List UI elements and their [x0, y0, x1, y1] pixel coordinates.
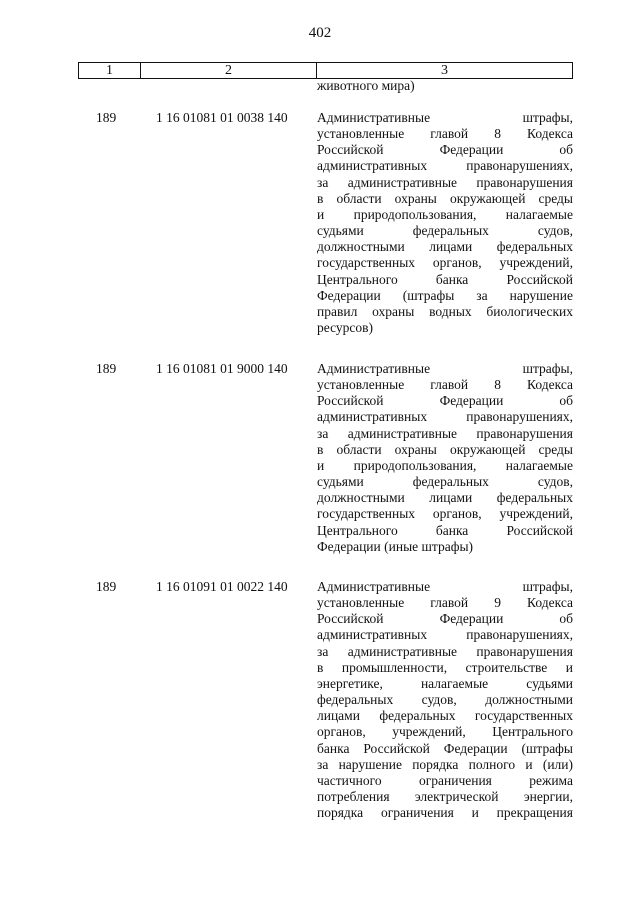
description-line: Российской Федерации об [317, 142, 573, 158]
header-col-1: 1 [79, 63, 141, 78]
description-line: за нарушение порядка полного и (или) [317, 756, 573, 772]
description-line: Российской Федерации об [317, 393, 573, 409]
header-col-3: 3 [441, 63, 448, 78]
kbk-code: 1 16 01081 01 9000 140 [156, 361, 288, 376]
admin-code: 189 [96, 110, 117, 125]
description-line: ресурсов) [317, 320, 374, 336]
description-line: административных правонарушениях, [317, 409, 573, 425]
description-line: государственных органов, учреждений, [317, 506, 573, 522]
page-number: 402 [308, 25, 332, 41]
description-line: в промышленности, строительстве и [317, 659, 573, 675]
row-description [317, 110, 573, 336]
description-line: административных правонарушениях, [317, 158, 573, 174]
kbk-code: 1 16 01091 01 0022 140 [156, 579, 288, 594]
row-description [317, 579, 573, 821]
admin-code: 189 [96, 579, 117, 594]
admin-code: 189 [96, 361, 117, 376]
description-line: Федерации (штрафы за нарушение [317, 287, 573, 303]
description-line: банка Российской Федерации (штрафы [317, 740, 573, 756]
description-line: потребления электрической энергии, [317, 789, 573, 805]
description-line: административных правонарушениях, [317, 627, 573, 643]
description-line: судьями федеральных судов, [317, 474, 573, 490]
description-line: государственных органов, учреждений, [317, 255, 573, 271]
description-line: порядка ограничения и прекращения [317, 805, 573, 821]
continuation-text: животного мира) [317, 78, 415, 93]
table-header [78, 62, 573, 79]
description-line: Центрального банка Российской [317, 271, 573, 287]
description-line: Федерации (иные штрафы) [317, 538, 474, 554]
description-line: Российской Федерации об [317, 611, 573, 627]
description-line: органов, учреждений, Центрального [317, 724, 573, 740]
row-description [317, 361, 573, 555]
description-line: Административные штрафы, [317, 579, 573, 594]
description-line: установленные главой 8 Кодекса [317, 377, 573, 393]
description-line: Административные штрафы, [317, 361, 573, 376]
header-col-2: 2 [141, 63, 317, 78]
description-line: правил охраны водных биологических [317, 303, 573, 319]
description-line: лицами федеральных государственных [317, 708, 573, 724]
description-line: судьями федеральных судов, [317, 223, 573, 239]
description-line: за административные правонарушения [317, 643, 573, 659]
description-line: Центрального банка Российской [317, 522, 573, 538]
description-line: за административные правонарушения [317, 174, 573, 190]
description-line: установленные главой 9 Кодекса [317, 595, 573, 611]
description-line: Административные штрафы, [317, 110, 573, 125]
description-line: должностными лицами федеральных [317, 239, 573, 255]
kbk-code: 1 16 01081 01 0038 140 [156, 110, 288, 125]
description-line: федеральных судов, должностными [317, 692, 573, 708]
description-line: и природопользования, налагаемые [317, 206, 573, 222]
description-line: установленные главой 8 Кодекса [317, 126, 573, 142]
description-line: и природопользования, налагаемые [317, 457, 573, 473]
description-line: в области охраны окружающей среды [317, 190, 573, 206]
description-line: в области охраны окружающей среды [317, 441, 573, 457]
description-line: должностными лицами федеральных [317, 490, 573, 506]
description-line: за административные правонарушения [317, 425, 573, 441]
description-line: частичного ограничения режима [317, 772, 573, 788]
description-line: энергетике, налагаемые судьями [317, 675, 573, 691]
